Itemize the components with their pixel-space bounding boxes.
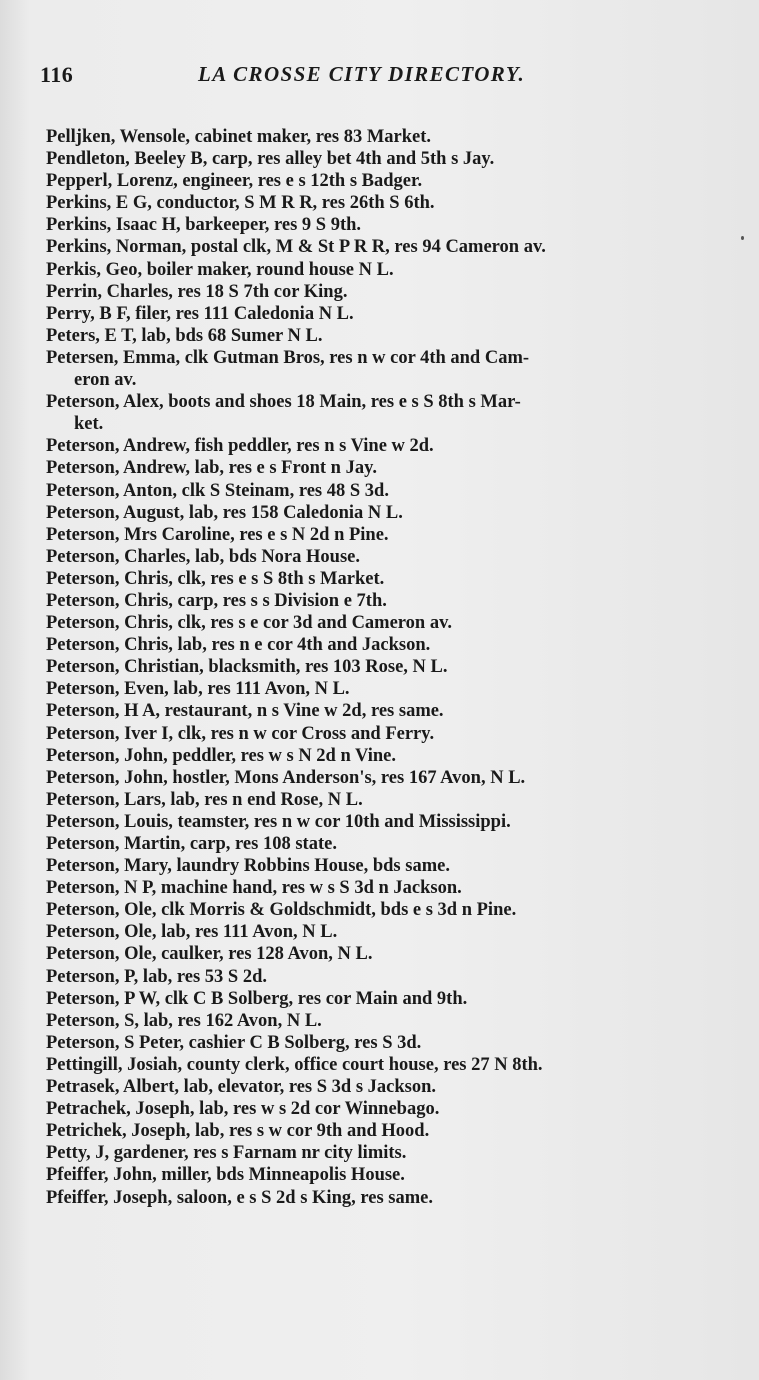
directory-entry: Pendleton, Beeley B, carp, res alley bet 4th and 5th s Jay.	[46, 149, 495, 170]
directory-entry: Peterson, Mrs Caroline, res e s N 2d n Pine.	[46, 524, 389, 545]
directory-entry-continuation: eron av.	[74, 370, 137, 391]
directory-entry: Petty, J, gardener, res s Farnam nr city limits.	[46, 1143, 407, 1164]
directory-entry: Peterson, Chris, clk, res s e cor 3d and Cameron av.	[46, 613, 452, 634]
page-number: 116	[40, 62, 74, 87]
directory-entry: Pelljken, Wensole, cabinet maker, res 83 Market.	[46, 127, 432, 147]
directory-entry: Peterson, P W, clk C B Solberg, res cor Main and 9th.	[46, 988, 468, 1009]
directory-entry: Peterson, Even, lab, res 111 Avon, N L.	[46, 679, 350, 700]
ink-speck	[741, 236, 744, 240]
directory-entry: Peterson, Martin, carp, res 108 state.	[46, 834, 337, 854]
directory-entry: Peterson, Chris, lab, res n e cor 4th and Jackson.	[46, 635, 431, 656]
directory-entry: Perkins, E G, conductor, S M R R, res 26th S 6th.	[46, 193, 435, 214]
directory-entry: Pepperl, Lorenz, engineer, res e s 12th s Badger.	[46, 171, 423, 192]
directory-entry: Peterson, Mary, laundry Robbins House, bds same.	[46, 856, 450, 877]
directory-entry: Peterson, Chris, clk, res e s S 8th s Market.	[46, 568, 385, 589]
directory-entry: Pfeiffer, Joseph, saloon, e s S 2d s King, res same.	[46, 1187, 433, 1208]
directory-entry: Peterson, H A, restaurant, n s Vine w 2d, res same.	[46, 701, 444, 722]
directory-entry-continuation: ket.	[74, 414, 104, 435]
directory-entry: Peterson, John, peddler, res w s N 2d n Vine.	[46, 745, 396, 766]
directory-entry: Peterson, S Peter, cashier C B Solberg, res S 3d.	[46, 1032, 422, 1053]
directory-entry: Peterson, Andrew, fish peddler, res n s Vine w 2d.	[46, 436, 434, 457]
directory-entry: Perkins, Isaac H, barkeeper, res 9 S 9th.	[46, 215, 362, 236]
directory-entry: Pfeiffer, John, miller, bds Minneapolis House.	[46, 1165, 405, 1186]
directory-entry: Peterson, Charles, lab, bds Nora House.	[46, 546, 360, 567]
directory-entry: Perkis, Geo, boiler maker, round house N L.	[46, 259, 394, 280]
directory-entry: Peterson, Chris, carp, res s s Division e 7th.	[46, 590, 387, 611]
directory-entry: Peterson, P, lab, res 53 S 2d.	[46, 966, 267, 987]
directory-entry: Peterson, Andrew, lab, res e s Front n Jay.	[46, 458, 377, 479]
running-title: LA CROSSE CITY DIRECTORY.	[198, 62, 526, 86]
directory-entry: Peterson, Anton, clk S Steinam, res 48 S 3d.	[46, 480, 389, 501]
directory-entry: Perkins, Norman, postal clk, M & St P R R, res 94 Cameron av.	[46, 237, 546, 258]
directory-entry: Pettingill, Josiah, county clerk, office court house, res 27 N 8th.	[46, 1054, 543, 1075]
directory-entry: Peterson, Ole, clk Morris & Goldschmidt, bds e s 3d n Pine.	[46, 900, 517, 921]
directory-entry: Peterson, Iver I, clk, res n w cor Cross and Ferry.	[46, 723, 435, 744]
directory-entry: Peterson, Ole, caulker, res 128 Avon, N L.	[46, 944, 373, 965]
directory-entry: Peterson, S, lab, res 162 Avon, N L.	[46, 1010, 322, 1031]
directory-entry: Peterson, John, hostler, Mons Anderson's, res 167 Avon, N L.	[46, 767, 526, 788]
directory-entry: Peterson, Louis, teamster, res n w cor 10th and Mississippi.	[46, 811, 511, 832]
directory-entry: Petrasek, Albert, lab, elevator, res S 3d s Jackson.	[46, 1077, 437, 1098]
page-header	[40, 62, 720, 92]
directory-entry: Perry, B F, filer, res 111 Caledonia N L.	[46, 303, 354, 324]
directory-entry: Peterson, Alex, boots and shoes 18 Main, res e s S 8th s Mar-	[46, 392, 521, 413]
directory-entry: Petrachek, Joseph, lab, res w s 2d cor Winnebago.	[46, 1099, 440, 1120]
directory-entry: Peters, E T, lab, bds 68 Sumer N L.	[46, 325, 323, 346]
directory-entry: Peterson, N P, machine hand, res w s S 3d n Jackson.	[46, 878, 462, 899]
directory-entry: Petrichek, Joseph, lab, res s w cor 9th and Hood.	[46, 1121, 430, 1142]
directory-entry: Peterson, Christian, blacksmith, res 103 Rose, N L.	[46, 657, 448, 678]
directory-entries	[46, 126, 746, 1209]
directory-entry: Peterson, Lars, lab, res n end Rose, N L.	[46, 789, 363, 810]
directory-entry: Peterson, August, lab, res 158 Caledonia N L.	[46, 502, 403, 523]
directory-entry: Petersen, Emma, clk Gutman Bros, res n w cor 4th and Cam-	[46, 347, 530, 368]
directory-entry: Peterson, Ole, lab, res 111 Avon, N L.	[46, 922, 338, 943]
directory-entry: Perrin, Charles, res 18 S 7th cor King.	[46, 281, 348, 302]
